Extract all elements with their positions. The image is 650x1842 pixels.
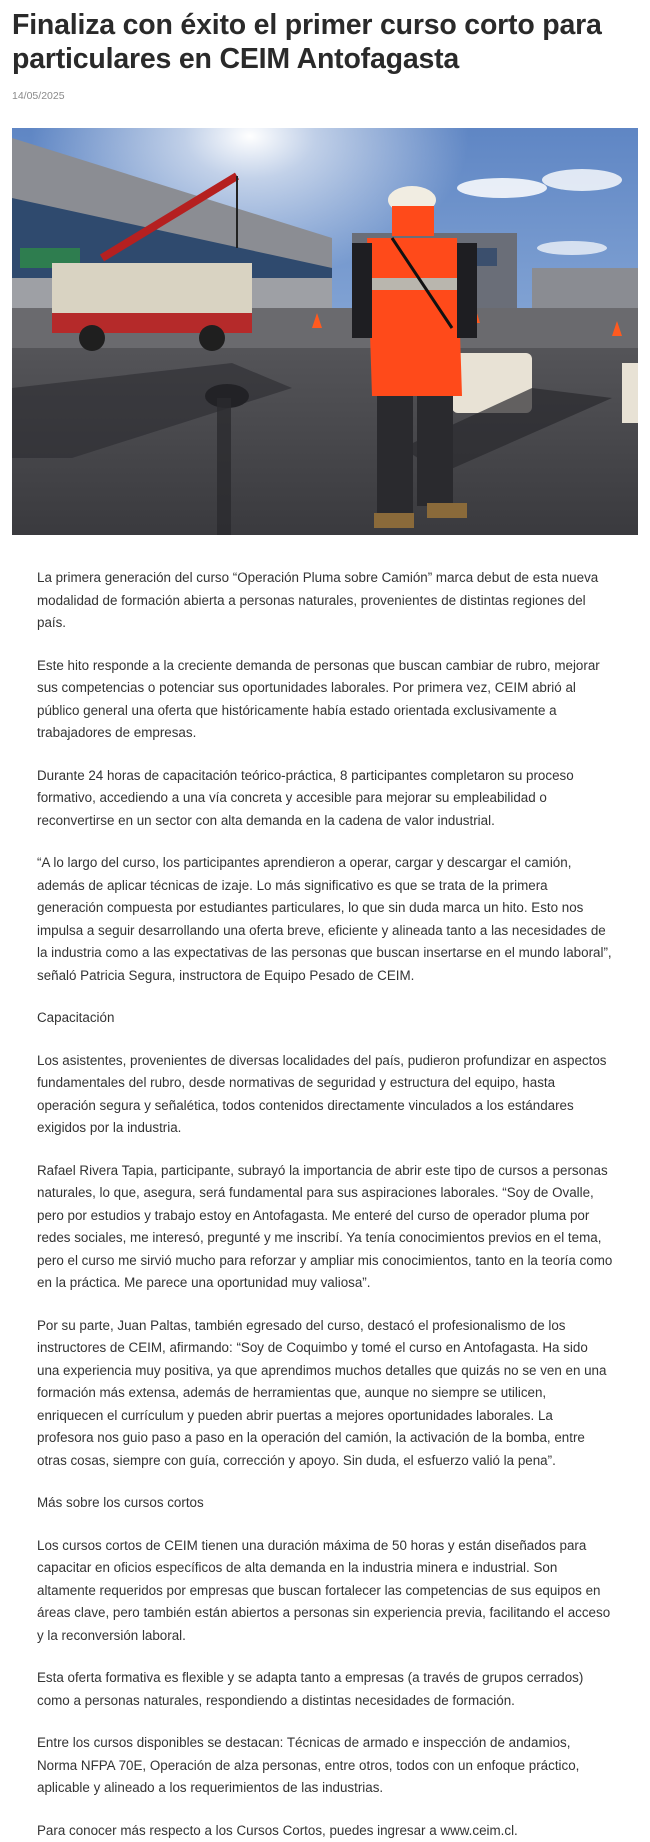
paragraph: Los asistentes, provenientes de diversas localidades del país, pudieron profundizar en aspectos fundamentales del rubro, desde normativas de seguridad y estructura del equipo, hasta operación segura y señalética, todos contenidos directamente vinculados a los estándares exigidos por la industria. [37,1052,607,1135]
hero-photo-illustration [12,128,638,535]
paragraph: Para conocer más respecto a los Cursos Cortos, puedes ingresar a www.ceim.cl. [37,1822,518,1838]
paragraph: La primera generación del curso “Operación Pluma sobre Camión” marca debut de esta nueva modalidad de formación abierta a personas naturales, provenientes de distintas regiones del país. [37,570,599,630]
paragraph: Rafael Rivera Tapia, participante, subrayó la importancia de abrir este tipo de cursos a personas naturales, lo que, asegura, será fundamental para sus aspiraciones laborales. “Soy de Ovalle, pero por estudios y trabajo estoy en Antofagasta. Me enteré del curso de operador pluma por redes sociales, me interesó, pregunté y me inscribí. Ya tenía conocimientos previos en el tema, pero el curso me sirvió mucho para reforzar y ampliar mis conocimientos, tanto en la teoría como en la práctica. Me parece una oportunidad muy valiosa”. [37,1162,613,1290]
article-body [12,535,638,1842]
paragraph: Esta oferta formativa es flexible y se adapta tanto a empresas (a través de grupos cerrados) como a personas naturales, respondiendo a distintas necesidades de formación. [37,1670,584,1708]
article-title: Finaliza con éxito el primer curso corto para particulares en CEIM Antofagasta [12,9,602,75]
paragraph: Durante 24 horas de capacitación teórico-práctica, 8 participantes completaron su proceso formativo, accediendo a una vía concreta y accesible para mejorar su empleabilidad o reconvertirse en un sector con alta demanda en la cadena de valor industrial. [37,767,574,828]
section-subhead: Más sobre los cursos cortos [37,1495,204,1510]
paragraph: Los cursos cortos de CEIM tienen una duración máxima de 50 horas y están diseñados para capacitar en oficios específicos de alta demanda en la industria minera e industrial. Son altamente requeridos por empresas que buscan fortalecer las competencias de sus equipos en áreas clave, pero también están abiertos a personas sin experiencia previa, facilitando el acceso y la reconversión laboral. [37,1537,611,1643]
paragraph: Este hito responde a la creciente demanda de personas que buscan cambiar de rubro, mejorar sus competencias o potenciar sus oportunidades laborales. Por primera vez, CEIM abrió al público general una oferta que históricamente había estado orientada exclusivamente a trabajadores de empresas. [37,657,600,740]
paragraph: Entre los cursos disponibles se destacan: Técnicas de armado e inspección de andamios, Norma NFPA 70E, Operación de alza personas, entre otros, todos con un enfoque práctico, aplicable y alineado a los requerimientos de las industrias. [37,1735,580,1795]
publish-date: 14/05/2025 [12,90,65,102]
hero-image [12,128,638,535]
paragraph: “A lo largo del curso, los participantes aprendieron a operar, cargar y descargar el camión, además de aplicar técnicas de izaje. Lo más significativo es que se trata de la primera generación compuesta por estudiantes particulares, lo que sin duda marca un hito. Esto nos impulsa a seguir desarrollando una oferta breve, eficiente y alineada tanto a las necesidades de la industria como a las expectativas de las personas que buscan insertarse en el mundo laboral”, señaló Patricia Segura, instructora de Equipo Pesado de CEIM. [37,855,612,983]
paragraph: Por su parte, Juan Paltas, también egresado del curso, destacó el profesionalismo de los instructores de CEIM, afirmando: “Soy de Coquimbo y tomé el curso en Antofagasta. Ha sido una experiencia muy positiva, ya que aprendimos muchos detalles que quizás no se ven en una formación más extensa, además de herramientas que, aunque no siempre se utilicen, enriquecen el currículum y pueden abrir puertas a mejores oportunidades laborales. La profesora nos guio paso a paso en la operación del camión, la activación de la bomba, entre otras cosas, siempre con guía, corrección y apoyo. Sin duda, el esfuerzo valió la pena”. [37,1317,607,1468]
section-subhead: Capacitación [37,1010,115,1025]
